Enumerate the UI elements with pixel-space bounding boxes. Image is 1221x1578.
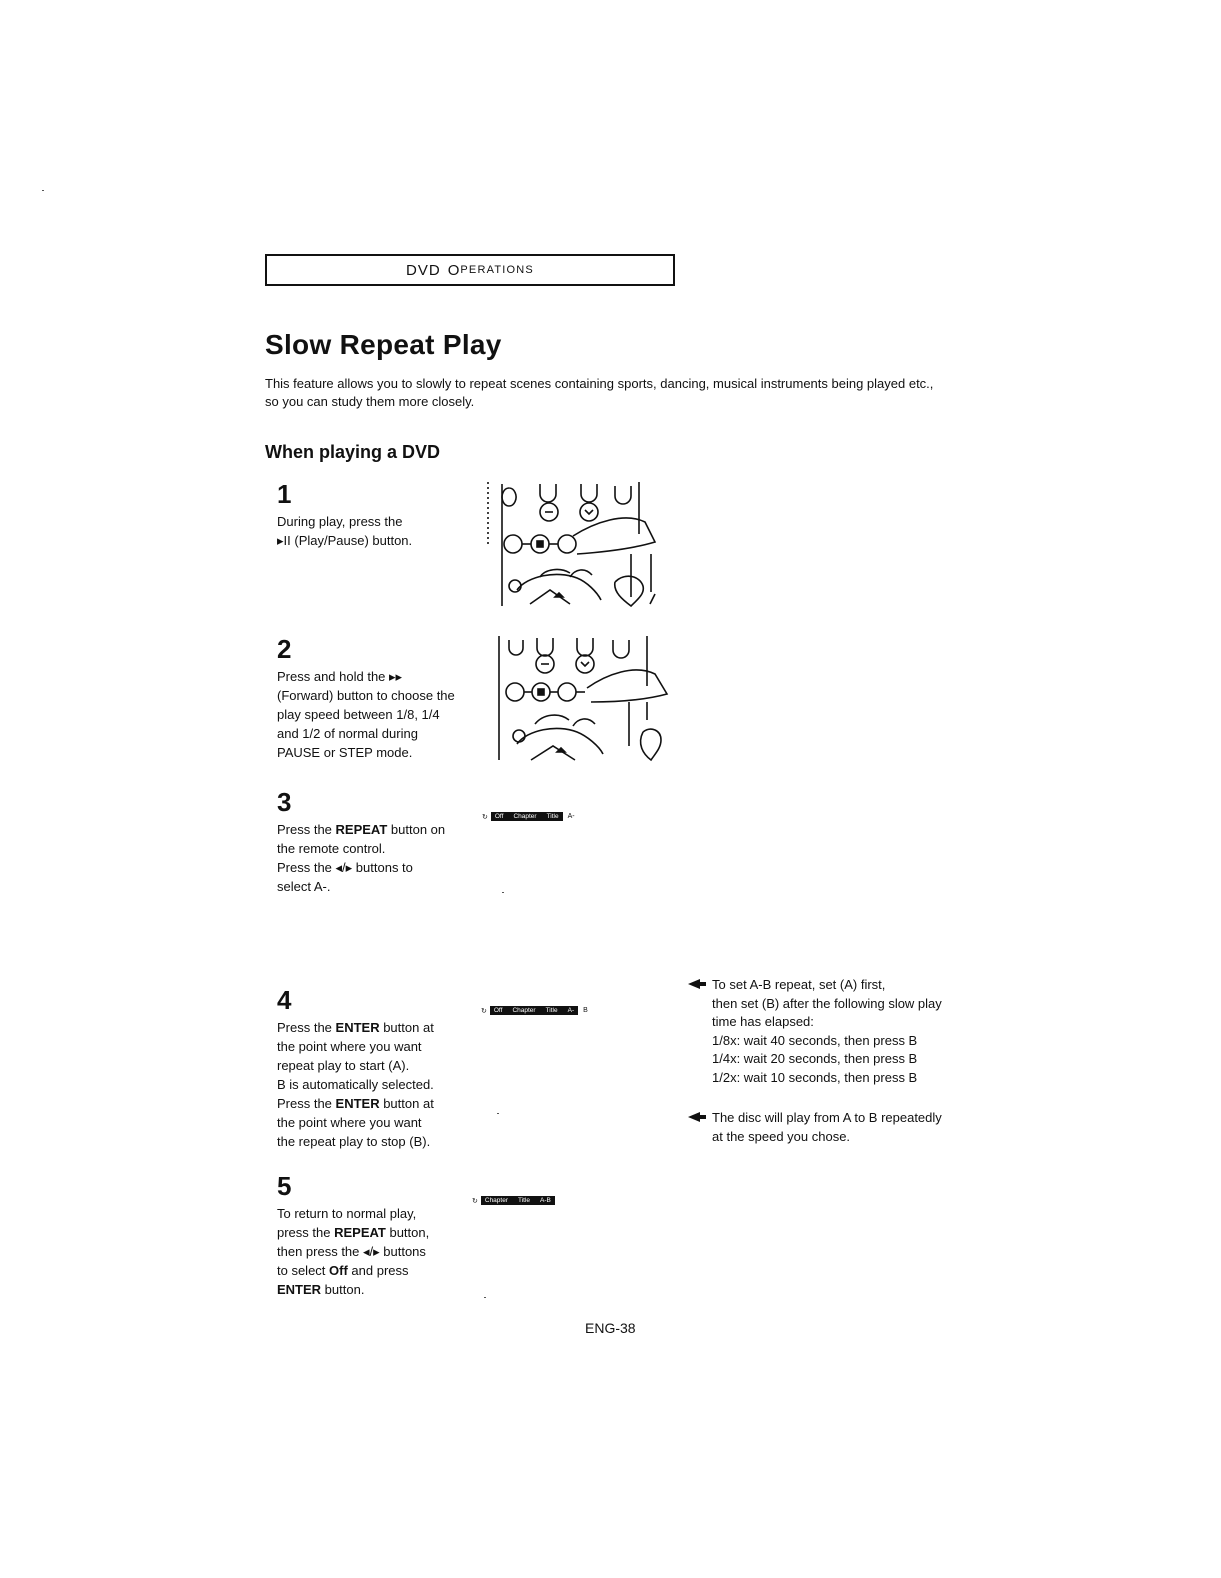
step-line: ▸II (Play/Pause) button.	[277, 533, 413, 548]
step-line: the point where you want	[277, 1115, 422, 1130]
note-ab-repeat	[688, 976, 988, 1087]
osd-option: Title	[518, 1197, 531, 1204]
osd-option: A-B	[540, 1197, 551, 1204]
step-text	[277, 667, 472, 762]
note-line: 1/2x: wait 10 seconds, then press B	[712, 1069, 918, 1085]
step-line: the point where you want	[277, 1039, 422, 1054]
osd-option: Chapter	[512, 1007, 536, 1014]
osd-selected: A-	[567, 813, 575, 820]
step-line: Press the ENTER button at	[277, 1020, 434, 1035]
section-word-2-rest: PERATIONS	[460, 264, 534, 276]
step-line: PAUSE or STEP mode.	[277, 745, 413, 760]
step-line: Press the REPEAT button on	[277, 822, 446, 837]
step-5	[277, 1172, 472, 1299]
step-line: select A-.	[277, 879, 331, 894]
repeat-icon: ↻	[482, 813, 488, 821]
section-header	[265, 254, 675, 286]
step-number: 3	[277, 787, 292, 817]
note-line: time has elapsed:	[712, 1014, 814, 1029]
osd-option: Chapter	[513, 813, 537, 820]
scan-speck	[42, 190, 44, 191]
step-line: to select Off and press	[277, 1263, 409, 1278]
note-line: then set (B) after the following slow play	[712, 995, 942, 1011]
step-4	[277, 986, 472, 1151]
step-line: B is automatically selected.	[277, 1077, 434, 1092]
remote-illustration-forward	[495, 636, 675, 764]
note-line: 1/4x: wait 20 seconds, then press B	[712, 1051, 918, 1066]
step-line: play speed between 1/8, 1/4	[277, 707, 440, 722]
step-text	[277, 1204, 472, 1299]
osd-option: Off	[493, 1007, 503, 1014]
osd-options	[490, 1006, 578, 1015]
note-line: The disc will play from A to B repeatedly	[712, 1110, 942, 1125]
step-number: 4	[277, 985, 292, 1015]
step-line: Press and hold the ▸▸	[277, 669, 403, 684]
osd-option: Title	[546, 813, 559, 820]
note-line: at the speed you chose.	[712, 1128, 851, 1144]
step-line: During play, press the	[277, 514, 403, 529]
note-line: To set A-B repeat, set (A) first,	[712, 977, 886, 992]
scan-speck	[484, 1297, 486, 1298]
step-line: the repeat play to stop (B).	[277, 1134, 431, 1149]
step-text	[277, 1018, 472, 1151]
step-line: and 1/2 of normal during	[277, 726, 418, 741]
step-line: the remote control.	[277, 841, 386, 856]
section-word-2-initial: O	[447, 261, 461, 279]
osd-option: Chapter	[484, 1197, 508, 1204]
step-3	[277, 788, 472, 896]
repeat-icon: ↻	[481, 1007, 487, 1015]
note-line: 1/8x: wait 40 seconds, then press B	[712, 1032, 918, 1048]
remote-illustration-play	[485, 482, 675, 610]
repeat-icon: ↻	[472, 1197, 478, 1205]
osd-option: A-	[567, 1007, 575, 1014]
intro-paragraph: This feature allows you to slowly to repeat scenes containing sports, dancing, musical instruments being played etc., so you can study them more closely.	[265, 376, 934, 409]
osd-options	[491, 812, 563, 821]
subtitle: When playing a DVD	[265, 442, 441, 462]
pointer-arrow-icon	[688, 979, 706, 989]
osd-selected: B	[583, 1007, 588, 1014]
page-title: Slow Repeat Play	[265, 329, 502, 360]
osd-option: Off	[494, 813, 504, 820]
step-line: Press the ◂/▸ buttons to	[277, 860, 413, 875]
step-line: repeat play to start (A).	[277, 1058, 410, 1073]
step-line: ENTER button.	[277, 1282, 365, 1297]
step-text	[277, 820, 472, 896]
step-number: 2	[277, 634, 292, 664]
step-line: (Forward) button to choose the	[277, 688, 455, 703]
step-1	[277, 480, 472, 550]
section-word-1: DVD	[406, 261, 441, 279]
step-number: 1	[277, 479, 292, 509]
repeat-osd-bar	[482, 811, 577, 822]
step-line: press the REPEAT button,	[277, 1225, 430, 1240]
repeat-osd-bar	[481, 1005, 590, 1016]
step-2	[277, 635, 472, 762]
step-line: then press the ◂/▸ buttons	[277, 1244, 426, 1259]
step-line: Press the ENTER button at	[277, 1096, 434, 1111]
pointer-arrow-icon	[688, 1112, 706, 1122]
step-text	[277, 512, 472, 550]
scan-speck	[497, 1113, 499, 1114]
osd-options	[481, 1196, 555, 1205]
page-number: ENG-38	[585, 1320, 636, 1336]
step-number: 5	[277, 1171, 292, 1201]
repeat-osd-bar	[472, 1195, 555, 1206]
step-line: To return to normal play,	[277, 1206, 417, 1221]
note-disc-repeat	[688, 1109, 988, 1146]
scan-speck	[502, 892, 504, 893]
osd-option: Title	[545, 1007, 558, 1014]
